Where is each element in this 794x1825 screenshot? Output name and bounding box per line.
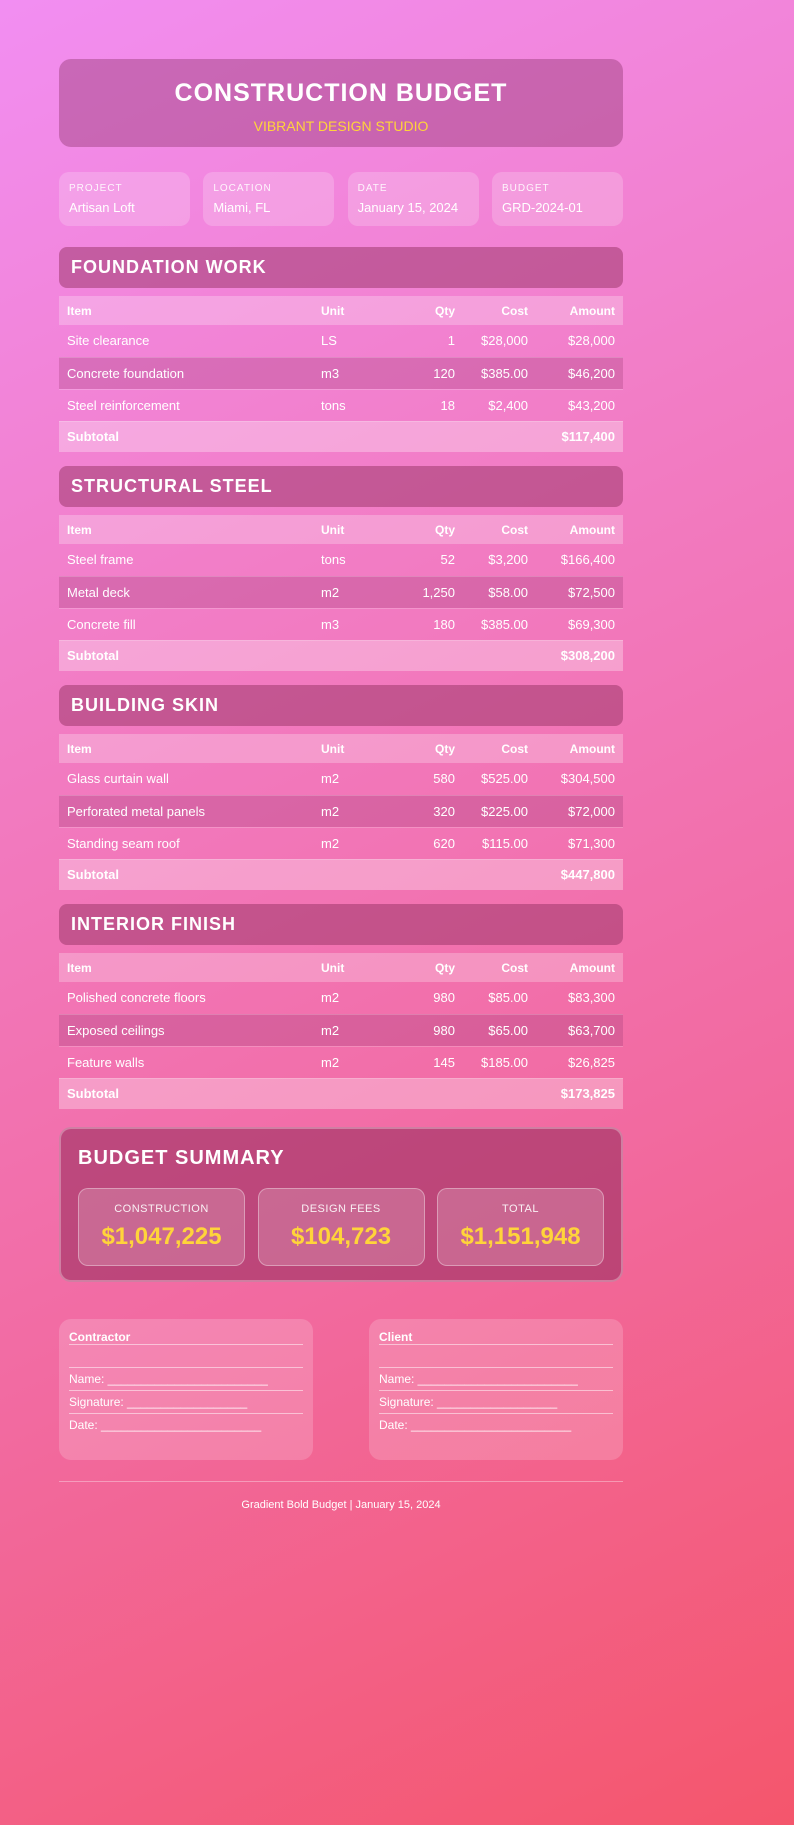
info-value: Artisan Loft bbox=[69, 200, 135, 215]
table-cell: 980 bbox=[393, 982, 463, 1014]
column-header: Item bbox=[59, 296, 313, 325]
table-row bbox=[59, 1014, 623, 1046]
subtotal-label: Subtotal bbox=[59, 640, 536, 671]
table-cell: $63,700 bbox=[536, 1014, 623, 1046]
summary-card bbox=[437, 1188, 604, 1266]
table-cell: tons bbox=[313, 389, 393, 421]
summary-card bbox=[78, 1188, 245, 1266]
table-cell: Concrete fill bbox=[59, 608, 313, 640]
table-cell: $46,200 bbox=[536, 357, 623, 389]
column-header: Qty bbox=[393, 515, 463, 544]
signature-line[interactable]: Name: ________________________ bbox=[69, 1367, 303, 1390]
subtotal-row bbox=[59, 640, 623, 671]
column-header: Amount bbox=[536, 296, 623, 325]
subtotal-value: $447,800 bbox=[536, 859, 623, 890]
table-row bbox=[59, 325, 623, 357]
subtotal-label: Subtotal bbox=[59, 421, 536, 452]
budget-section bbox=[59, 247, 623, 452]
info-card-location bbox=[203, 172, 334, 226]
signature-title: Contractor bbox=[69, 1330, 131, 1344]
subtotal-label: Subtotal bbox=[59, 1078, 536, 1109]
info-card-budget bbox=[492, 172, 623, 226]
table-cell: 18 bbox=[393, 389, 463, 421]
table-cell: $225.00 bbox=[463, 795, 536, 827]
table-cell: $2,400 bbox=[463, 389, 536, 421]
column-header: Cost bbox=[463, 515, 536, 544]
table-cell: $26,825 bbox=[536, 1046, 623, 1078]
table-cell: Perforated metal panels bbox=[59, 795, 313, 827]
table-header-row bbox=[59, 734, 623, 763]
signature-line[interactable]: Signature: __________________ bbox=[69, 1390, 303, 1413]
info-card-date bbox=[348, 172, 479, 226]
signature-title: Client bbox=[379, 1330, 413, 1344]
table-cell: $115.00 bbox=[463, 827, 536, 859]
info-value: January 15, 2024 bbox=[357, 200, 459, 215]
info-label: DATE bbox=[357, 183, 388, 194]
budget-section bbox=[59, 685, 623, 890]
column-header: Unit bbox=[313, 515, 393, 544]
subtotal-row bbox=[59, 1078, 623, 1109]
table-cell: 980 bbox=[393, 1014, 463, 1046]
info-value: Miami, FL bbox=[213, 200, 271, 215]
table-cell: m2 bbox=[313, 827, 393, 859]
table-row bbox=[59, 608, 623, 640]
table-cell: Polished concrete floors bbox=[59, 982, 313, 1014]
table-cell: $72,000 bbox=[536, 795, 623, 827]
signature-divider bbox=[379, 1344, 613, 1367]
table-cell: m2 bbox=[313, 795, 393, 827]
footer: Gradient Bold Budget | January 15, 2024 bbox=[59, 1481, 623, 1511]
table-cell: Feature walls bbox=[59, 1046, 313, 1078]
summary-value: $1,047,225 bbox=[101, 1223, 222, 1250]
subtotal-value: $308,200 bbox=[536, 640, 623, 671]
table-cell: $385.00 bbox=[463, 608, 536, 640]
table-cell: $72,500 bbox=[536, 576, 623, 608]
company-name: VIBRANT DESIGN STUDIO bbox=[253, 118, 429, 134]
signature-line[interactable]: Signature: __________________ bbox=[379, 1390, 613, 1413]
section-title: STRUCTURAL STEEL bbox=[59, 466, 623, 507]
budget-summary bbox=[59, 1127, 623, 1282]
subtotal-value: $173,825 bbox=[536, 1078, 623, 1109]
info-value: GRD-2024-01 bbox=[501, 200, 583, 215]
subtotal-value: $117,400 bbox=[536, 421, 623, 452]
column-header: Amount bbox=[536, 734, 623, 763]
table-cell: $525.00 bbox=[463, 763, 536, 795]
table-row bbox=[59, 544, 623, 576]
table-cell: $85.00 bbox=[463, 982, 536, 1014]
column-header: Cost bbox=[463, 296, 536, 325]
table-cell: Site clearance bbox=[59, 325, 313, 357]
summary-label: TOTAL bbox=[502, 1203, 539, 1215]
table-cell: m2 bbox=[313, 1046, 393, 1078]
column-header: Item bbox=[59, 953, 313, 982]
table-cell: $3,200 bbox=[463, 544, 536, 576]
table-cell: 620 bbox=[393, 827, 463, 859]
section-title: INTERIOR FINISH bbox=[59, 904, 623, 945]
column-header: Qty bbox=[393, 734, 463, 763]
summary-label: CONSTRUCTION bbox=[114, 1203, 209, 1215]
table-cell: $28,000 bbox=[536, 325, 623, 357]
info-card-project bbox=[59, 172, 190, 226]
signature-line[interactable]: Name: ________________________ bbox=[379, 1367, 613, 1390]
column-header: Item bbox=[59, 515, 313, 544]
table-cell: m3 bbox=[313, 608, 393, 640]
signature-divider bbox=[69, 1344, 303, 1367]
table-cell: m2 bbox=[313, 763, 393, 795]
table-cell: $65.00 bbox=[463, 1014, 536, 1046]
table-cell: Steel frame bbox=[59, 544, 313, 576]
table-cell: $185.00 bbox=[463, 1046, 536, 1078]
table-header-row bbox=[59, 953, 623, 982]
table-cell: $166,400 bbox=[536, 544, 623, 576]
table-header-row bbox=[59, 515, 623, 544]
page-title: CONSTRUCTION BUDGET bbox=[174, 79, 508, 107]
table-row bbox=[59, 763, 623, 795]
info-label: BUDGET bbox=[501, 183, 550, 194]
table-cell: m3 bbox=[313, 357, 393, 389]
table-header-row bbox=[59, 296, 623, 325]
table-cell: m2 bbox=[313, 982, 393, 1014]
summary-label: DESIGN FEES bbox=[301, 1203, 381, 1215]
table-row bbox=[59, 982, 623, 1014]
project-info bbox=[59, 172, 623, 226]
table-cell: 52 bbox=[393, 544, 463, 576]
subtotal-row bbox=[59, 421, 623, 452]
header bbox=[59, 59, 623, 147]
info-label: PROJECT bbox=[69, 183, 123, 194]
table-cell: Steel reinforcement bbox=[59, 389, 313, 421]
table-cell: 120 bbox=[393, 357, 463, 389]
column-header: Qty bbox=[393, 953, 463, 982]
table-cell: Standing seam roof bbox=[59, 827, 313, 859]
table-cell: Glass curtain wall bbox=[59, 763, 313, 795]
budget-table bbox=[59, 296, 623, 452]
table-cell: LS bbox=[313, 325, 393, 357]
signature-line[interactable]: Date: ________________________ bbox=[69, 1413, 303, 1436]
budget-section bbox=[59, 904, 623, 1109]
signature-area bbox=[59, 1319, 623, 1460]
table-cell: $43,200 bbox=[536, 389, 623, 421]
table-cell: m2 bbox=[313, 1014, 393, 1046]
table-cell: 320 bbox=[393, 795, 463, 827]
table-cell: 1,250 bbox=[393, 576, 463, 608]
table-cell: 1 bbox=[393, 325, 463, 357]
table-cell: 145 bbox=[393, 1046, 463, 1078]
signature-line[interactable]: Date: ________________________ bbox=[379, 1413, 613, 1436]
section-title: FOUNDATION WORK bbox=[59, 247, 623, 288]
table-cell: $83,300 bbox=[536, 982, 623, 1014]
info-label: LOCATION bbox=[213, 183, 272, 194]
table-cell: $58.00 bbox=[463, 576, 536, 608]
table-cell: Metal deck bbox=[59, 576, 313, 608]
section-title: BUILDING SKIN bbox=[59, 685, 623, 726]
budget-table bbox=[59, 953, 623, 1109]
table-cell: 580 bbox=[393, 763, 463, 795]
table-row bbox=[59, 576, 623, 608]
column-header: Item bbox=[59, 734, 313, 763]
table-cell: $69,300 bbox=[536, 608, 623, 640]
subtotal-label: Subtotal bbox=[59, 859, 536, 890]
column-header: Qty bbox=[393, 296, 463, 325]
table-cell: m2 bbox=[313, 576, 393, 608]
summary-value: $104,723 bbox=[290, 1223, 392, 1250]
table-cell: Exposed ceilings bbox=[59, 1014, 313, 1046]
signature-block-client bbox=[369, 1319, 623, 1460]
table-row bbox=[59, 1046, 623, 1078]
table-cell: Concrete foundation bbox=[59, 357, 313, 389]
budget-table bbox=[59, 734, 623, 890]
summary-title: BUDGET SUMMARY bbox=[78, 1147, 285, 1169]
table-row bbox=[59, 389, 623, 421]
table-cell: $304,500 bbox=[536, 763, 623, 795]
table-cell: 180 bbox=[393, 608, 463, 640]
signature-block-contractor bbox=[59, 1319, 313, 1460]
table-cell: $385.00 bbox=[463, 357, 536, 389]
column-header: Cost bbox=[463, 953, 536, 982]
column-header: Amount bbox=[536, 515, 623, 544]
subtotal-row bbox=[59, 859, 623, 890]
summary-value: $1,151,948 bbox=[460, 1223, 581, 1250]
column-header: Unit bbox=[313, 734, 393, 763]
budget-table bbox=[59, 515, 623, 671]
table-cell: $28,000 bbox=[463, 325, 536, 357]
column-header: Unit bbox=[313, 296, 393, 325]
column-header: Cost bbox=[463, 734, 536, 763]
table-row bbox=[59, 795, 623, 827]
summary-card bbox=[258, 1188, 425, 1266]
document bbox=[59, 59, 623, 1511]
table-cell: tons bbox=[313, 544, 393, 576]
table-row bbox=[59, 357, 623, 389]
table-row bbox=[59, 827, 623, 859]
table-cell: $71,300 bbox=[536, 827, 623, 859]
budget-section bbox=[59, 466, 623, 671]
column-header: Amount bbox=[536, 953, 623, 982]
column-header: Unit bbox=[313, 953, 393, 982]
